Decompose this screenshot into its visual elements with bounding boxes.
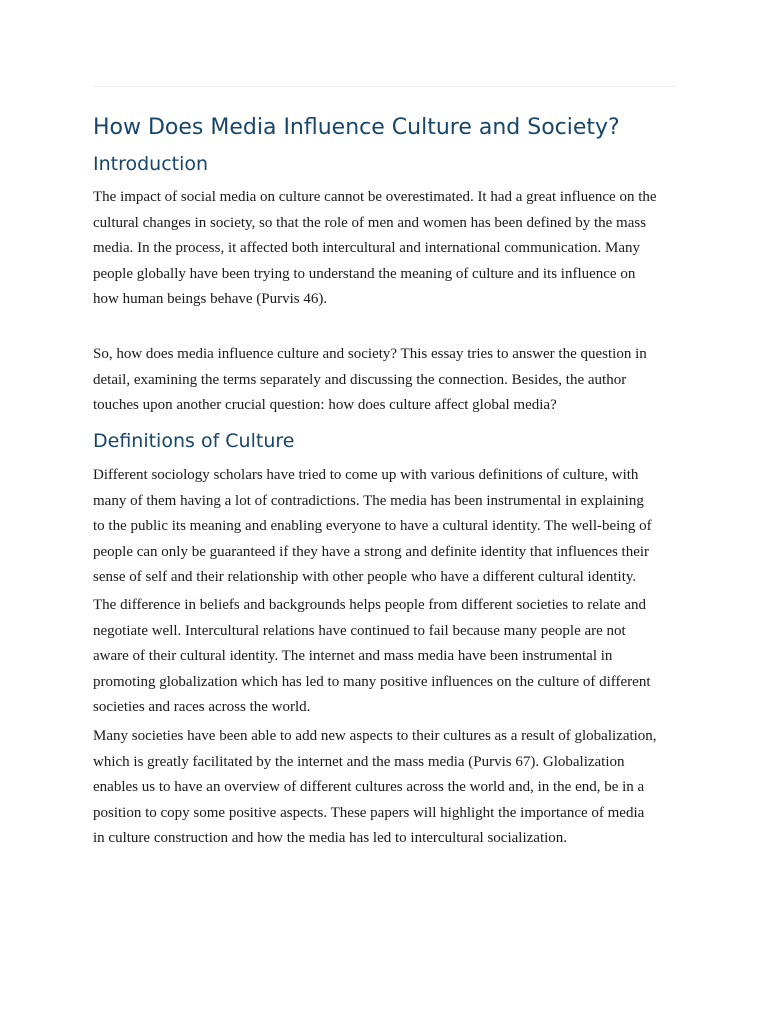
text-line: societies and races across the world.: [93, 699, 311, 716]
text-line: So, how does media influence culture and society? This essay tries to answer the question in: [93, 346, 647, 362]
text-line: aware of their cultural identity. The internet and mass media have been instrumental in: [93, 648, 613, 665]
top-divider: [93, 86, 676, 87]
intro-paragraph-2: [93, 342, 677, 419]
text-line: The difference in beliefs and backgrounds helps people from different societies to relate and: [93, 597, 646, 613]
text-line: touches upon another crucial question: how does culture affect global media?: [93, 397, 557, 414]
text-line: which is greatly facilitated by the internet and the mass media (Purvis 67). Globalization: [93, 753, 625, 770]
text-line: to the public its meaning and enabling everyone to have a cultural identity. The well-being of: [93, 518, 652, 535]
section-heading-definitions: Definitions of Culture: [93, 430, 295, 452]
text-line: position to copy some positive aspects. These papers will highlight the importance of media: [93, 804, 645, 821]
text-line: media. In the process, it affected both intercultural and international communication. Many: [93, 240, 641, 257]
text-line: Different sociology scholars have tried to come up with various definitions of culture, with: [93, 467, 639, 483]
page-title: How Does Media Influence Culture and Society?: [93, 115, 620, 140]
text-line: The impact of social media on culture cannot be overestimated. It had a great influence on the: [93, 189, 657, 205]
text-line: people can only be guaranteed if they have a strong and definite identity that influences their: [93, 543, 650, 560]
text-line: enables us to have an overview of different cultures across the world and, in the end, be in a: [93, 779, 645, 796]
definitions-paragraph-1: [93, 463, 677, 591]
definitions-paragraph-2: [93, 593, 677, 721]
text-line: sense of self and their relationship with other people who have a different cultural identity.: [93, 569, 637, 586]
text-line: how human beings behave (Purvis 46).: [93, 291, 328, 308]
text-line: many of them having a lot of contradictions. The media has been instrumental in explaining: [93, 492, 644, 509]
section-heading-introduction: Introduction: [93, 153, 209, 175]
text-line: cultural changes in society, so that the role of men and women has been defined by the mass: [93, 214, 647, 231]
intro-paragraph-1: [93, 185, 677, 313]
text-line: people globally have been trying to understand the meaning of culture and its influence on: [93, 265, 636, 282]
text-line: in culture construction and how the media has led to intercultural socialization.: [93, 830, 568, 847]
definitions-paragraph-3: [93, 724, 677, 852]
text-line: Many societies have been able to add new aspects to their cultures as a result of globalization,: [93, 728, 657, 744]
text-line: detail, examining the terms separately and discussing the connection. Besides, the author: [93, 371, 627, 388]
text-line: negotiate well. Intercultural relations have continued to fail because many people are not: [93, 622, 626, 639]
text-line: promoting globalization which has led to many positive influences on the culture of different: [93, 673, 651, 690]
